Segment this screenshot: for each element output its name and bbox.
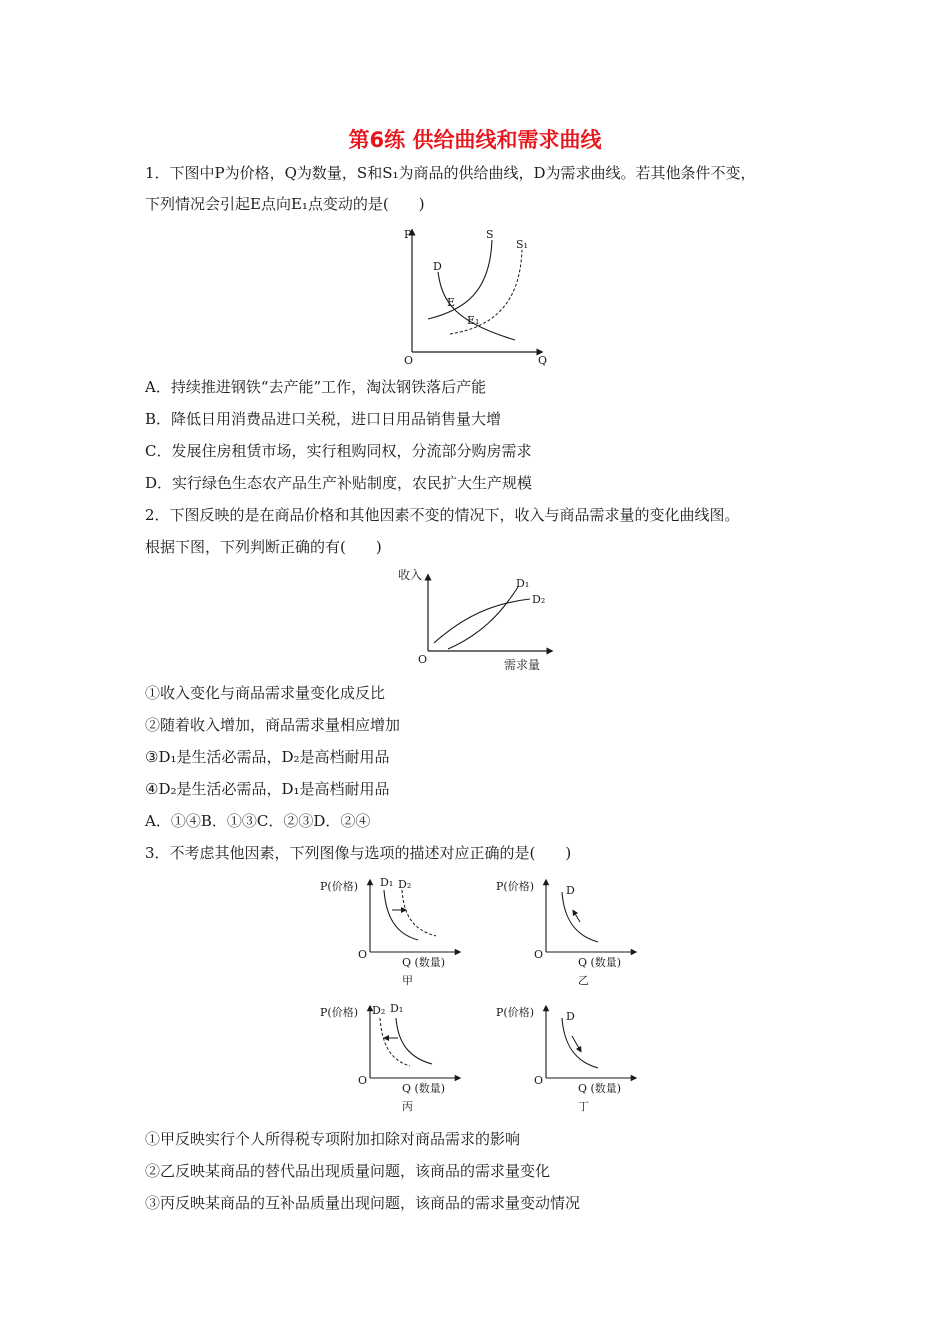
q3-chart-ding (494, 998, 644, 1116)
q2-curve-d2 (434, 599, 530, 643)
bing-label-l1: D₂ (372, 1004, 386, 1017)
bing-label-o: O (358, 1074, 368, 1087)
q1-label-s: S (486, 228, 494, 241)
bing-label-l2: D₁ (390, 1002, 404, 1015)
bing-curve-d1 (396, 1018, 432, 1064)
yi-move-arrow (574, 912, 580, 922)
q1-label-e1: E₁ (467, 314, 480, 327)
jia-curve-d2 (402, 890, 436, 936)
q2-label-o: O (418, 653, 428, 666)
yi-caption: 乙 (578, 974, 589, 987)
q1-option-a: A．持续推进钢铁“去产能”工作，淘汰钢铁落后产能 (145, 378, 487, 396)
q2-stem-line1: 2．下图反映的是在商品价格和其他因素不变的情况下，收入与商品需求量的变化曲线图。 (145, 506, 740, 524)
q2-label-d1: D₁ (516, 577, 530, 590)
q1-stem-line1: 1．下图中P为价格，Q为数量，S和S₁为商品的供给曲线，D为需求曲线。若其他条件不变， (145, 164, 756, 182)
q3-item-2: ②乙反映某商品的替代品出现质量问题，该商品的需求量变化 (145, 1162, 551, 1180)
q1-label-o: O (404, 354, 414, 367)
bing-label-y: P(价格) (320, 1006, 358, 1019)
q2-label-d2: D₂ (532, 593, 546, 606)
q1-label-s1: S₁ (516, 238, 528, 251)
q2-label-y: 收入 (398, 568, 423, 582)
q1-label-p: P (404, 228, 412, 241)
q3-chart-jia (318, 872, 468, 990)
ding-label-y: P(价格) (496, 1006, 534, 1019)
q1-label-e: E (447, 296, 456, 309)
q1-stem-line2: 下列情况会引起E点向E₁点变动的是( ) (145, 195, 425, 213)
ding-curve-d (562, 1018, 598, 1068)
jia-curve-d1 (384, 890, 418, 940)
jia-caption: 甲 (402, 974, 413, 987)
ding-label-x: Q (数量) (578, 1082, 622, 1095)
page-title: 第6练 供给曲线和需求曲线 (348, 128, 602, 152)
bing-curve-d2 (380, 1018, 410, 1066)
q2-label-x: 需求量 (504, 658, 541, 672)
bing-label-x: Q (数量) (402, 1082, 446, 1095)
q1-option-b: B．降低日用消费品进口关税，进口日用品销售量大增 (145, 410, 502, 428)
ding-move-arrow (572, 1036, 580, 1050)
q2-item-2: ②随着收入增加，商品需求量相应增加 (145, 716, 401, 734)
jia-label-y: P(价格) (320, 880, 358, 893)
yi-label-o: O (534, 948, 544, 961)
jia-label-l2: D₂ (398, 878, 412, 891)
q2-stem-line2: 根据下图，下列判断正确的有( ) (145, 538, 382, 556)
jia-label-x: Q (数量) (402, 956, 446, 969)
q3-chart-yi (494, 872, 644, 990)
ding-label-o: O (534, 1074, 544, 1087)
ding-label-l1: D (566, 1010, 575, 1023)
q3-item-3: ③丙反映某商品的互补品质量出现问题，该商品的需求量变动情况 (145, 1194, 581, 1212)
bing-caption: 丙 (402, 1100, 413, 1113)
q1-curve-s1 (450, 250, 522, 334)
q1-option-d: D．实行绿色生态农产品生产补贴制度，农民扩大生产规模 (145, 474, 533, 492)
yi-label-l1: D (566, 884, 575, 897)
yi-curve-d (562, 892, 598, 942)
q3-item-1: ①甲反映实行个人所得税专项附加扣除对商品需求的影响 (145, 1130, 521, 1148)
q3-chart-bing (318, 998, 468, 1116)
q2-options: A．①④B．①③C．②③D．②④ (145, 812, 371, 830)
q1-label-d: D (433, 260, 442, 273)
ding-caption: 丁 (578, 1100, 589, 1113)
q2-item-3: ③D₁是生活必需品，D₂是高档耐用品 (145, 748, 390, 766)
jia-label-o: O (358, 948, 368, 961)
q1-curve-s (428, 240, 492, 319)
q2-item-4: ④D₂是生活必需品，D₁是高档耐用品 (145, 780, 390, 798)
jia-label-l1: D₁ (380, 876, 394, 889)
q1-supply-demand-figure (370, 222, 560, 367)
q2-curve-d1 (448, 587, 518, 649)
q1-label-q: Q (538, 354, 548, 367)
q2-income-demand-figure (370, 565, 560, 677)
yi-label-x: Q (数量) (578, 956, 622, 969)
yi-label-y: P(价格) (496, 880, 534, 893)
q2-item-1: ①收入变化与商品需求量变化成反比 (145, 684, 386, 702)
q1-option-c: C．发展住房租赁市场，实行租购同权，分流部分购房需求 (145, 442, 532, 460)
q3-stem: 3．不考虑其他因素，下列图像与选项的描述对应正确的是( ) (145, 844, 572, 862)
